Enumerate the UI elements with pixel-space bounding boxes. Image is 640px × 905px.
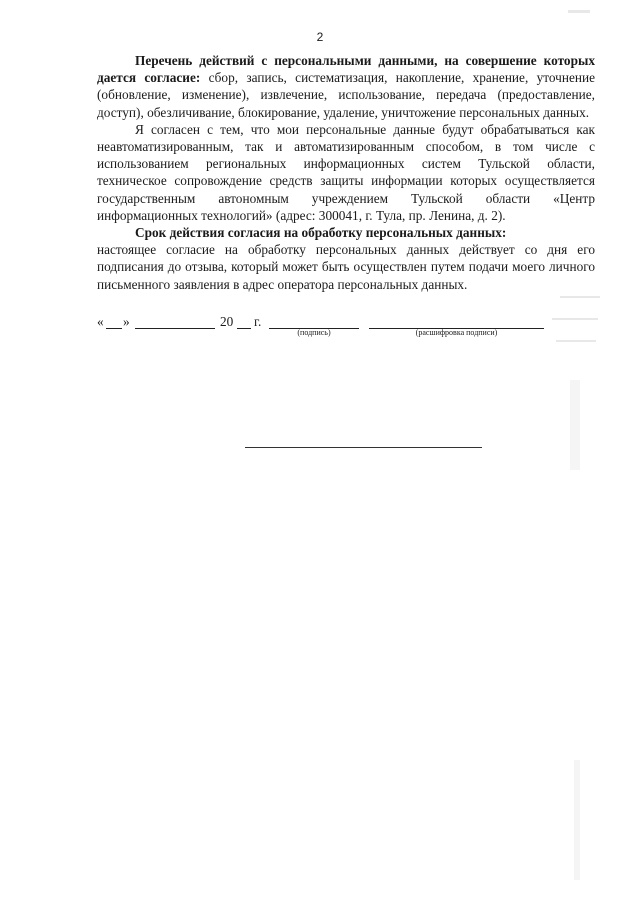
- date-quote-open: «: [97, 314, 104, 329]
- validity-heading: Срок действия согласия на обработку персональных данных:: [135, 225, 507, 241]
- actions-heading: Перечень действий с персональными данными, на совершение которых дается согласие:: [97, 53, 595, 86]
- actions-paragraph: [97, 52, 595, 121]
- scan-artifact: [568, 10, 590, 13]
- signature-block: [97, 314, 547, 342]
- scan-artifact: [574, 760, 580, 880]
- year-prefix: 20: [220, 314, 234, 329]
- decoding-caption: (расшифровка подписи): [415, 328, 498, 337]
- scan-artifact: [570, 380, 580, 470]
- page-number: 2: [316, 30, 324, 44]
- scan-artifact: [556, 340, 596, 342]
- processing-paragraph: Я согласен с тем, что мои персональные данные будут обрабатываться как неавтоматизированным, так и автоматизированным способом, в том числе с использованием региональных информационных систем Тульской области, техническое сопровождение средств защиты информации которых осуществляется государственным автономным учреждением Тульской области «Центр информационных технологий» (адрес: 300041, г. Тула, пр. Ленина, д. 2).: [97, 121, 595, 223]
- actions-list: сбор, запись, систематизация, накопление, хранение, уточнение (обновление, изменение), извлечение, использование, передача (предоставление, доступ), обезличивание, блокирование, удаление, уничтожение персональных данных.: [97, 70, 596, 120]
- separator-line: [245, 447, 482, 448]
- month-field-line: [135, 328, 215, 329]
- date-quote-close: »: [123, 314, 130, 329]
- signature-caption: (подпись): [297, 328, 331, 337]
- consent-text: [97, 52, 595, 293]
- day-field-line: [106, 328, 122, 329]
- validity-paragraph: настоящее согласие на обработку персональных данных действует со дня его подписания до отзыва, который может быть осуществлен путем подачи моего личного письменного заявления в адрес оператора персональных данных.: [97, 242, 595, 292]
- year-suffix: г.: [254, 314, 262, 329]
- scan-artifact: [560, 296, 600, 298]
- year-field-line: [237, 328, 251, 329]
- scan-artifact: [552, 318, 598, 320]
